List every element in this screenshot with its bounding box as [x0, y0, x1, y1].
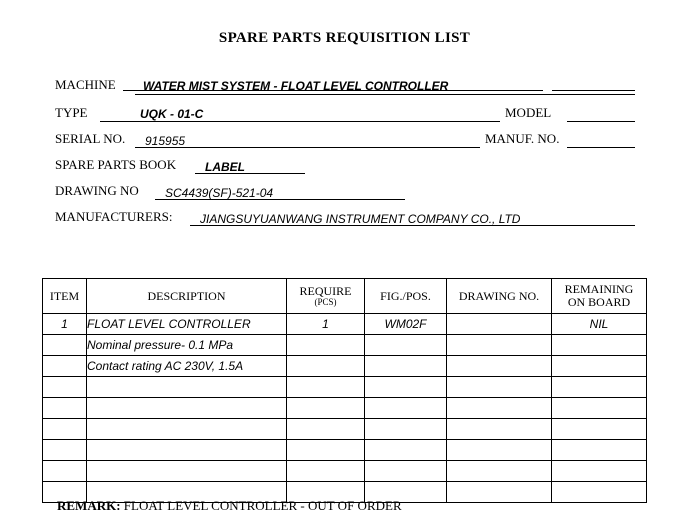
col-require-sub: (PCS)	[314, 296, 337, 307]
spare-parts-book-label: SPARE PARTS BOOK	[55, 157, 177, 172]
drawing-no-value[interactable]: SC4439(SF)-521-04	[165, 186, 274, 200]
serial-label: SERIAL NO.	[55, 131, 126, 146]
cell-drawing-no	[447, 398, 552, 419]
col-remaining	[552, 279, 647, 314]
spare-parts-book-underline	[195, 173, 305, 174]
cell-description	[87, 377, 287, 398]
cell-description	[87, 461, 287, 482]
cell-description: Contact rating AC 230V, 1.5A	[87, 356, 287, 377]
field-type-row	[55, 100, 635, 126]
cell-fig-pos	[365, 419, 447, 440]
machine-underline	[135, 94, 635, 95]
machine-label: MACHINE	[55, 77, 116, 92]
model-label: MODEL	[505, 105, 552, 120]
cell-fig-pos	[365, 335, 447, 356]
cell-remaining	[552, 419, 647, 440]
cell-require	[287, 419, 365, 440]
table-row[interactable]	[43, 335, 647, 356]
manufacturers-value[interactable]: JIANGSUYUANWANG INSTRUMENT COMPANY CO., LTD	[200, 212, 521, 226]
cell-fig-pos	[365, 461, 447, 482]
cell-fig-pos	[365, 377, 447, 398]
table-header-row	[43, 279, 647, 314]
serial-value[interactable]: 915955	[145, 134, 186, 148]
cell-remaining	[552, 335, 647, 356]
cell-remaining	[552, 461, 647, 482]
cell-item	[43, 440, 87, 461]
col-item	[43, 279, 87, 314]
remark-text: FLOAT LEVEL CONTROLLER - OUT OF ORDER	[123, 498, 402, 513]
cell-drawing-no	[447, 440, 552, 461]
field-drawing-no-row	[55, 178, 635, 204]
type-value[interactable]: UQK - 01-C	[140, 107, 204, 121]
cell-require: 1	[287, 314, 365, 335]
cell-item	[43, 377, 87, 398]
table-row[interactable]	[43, 461, 647, 482]
cell-drawing-no	[447, 356, 552, 377]
cell-require	[287, 461, 365, 482]
drawing-no-underline	[155, 199, 405, 200]
cell-item: 1	[43, 314, 87, 335]
field-spare-parts-book-row	[55, 152, 635, 178]
cell-remaining	[552, 482, 647, 503]
cell-item	[43, 419, 87, 440]
cell-remaining	[552, 440, 647, 461]
cell-remaining: NIL	[552, 314, 647, 335]
cell-description: Nominal pressure- 0.1 MPa	[87, 335, 287, 356]
remark-line	[57, 498, 402, 514]
table-row[interactable]	[43, 314, 647, 335]
cell-remaining	[552, 398, 647, 419]
cell-description	[87, 419, 287, 440]
cell-fig-pos	[365, 440, 447, 461]
cell-drawing-no	[447, 419, 552, 440]
col-drawing-no-label: DRAWING NO.	[458, 288, 540, 303]
cell-fig-pos	[365, 356, 447, 377]
header-fields	[55, 72, 635, 230]
cell-drawing-no	[447, 482, 552, 503]
cell-require	[287, 335, 365, 356]
col-fig-pos	[365, 279, 447, 314]
table-row[interactable]	[43, 377, 647, 398]
table-row[interactable]	[43, 419, 647, 440]
manufacturers-underline	[190, 225, 635, 226]
manufacturers-label: MANUFACTURERS:	[55, 209, 173, 224]
cell-remaining	[552, 356, 647, 377]
manuf-underline	[567, 147, 635, 148]
col-remaining-label: REMAINING	[564, 282, 634, 297]
machine-value[interactable]: WATER MIST SYSTEM - FLOAT LEVEL CONTROLLER	[143, 79, 449, 93]
cell-remaining	[552, 377, 647, 398]
cell-description	[87, 440, 287, 461]
cell-require	[287, 356, 365, 377]
cell-description: FLOAT LEVEL CONTROLLER	[87, 314, 287, 335]
table-row[interactable]	[43, 356, 647, 377]
cell-item	[43, 398, 87, 419]
manuf-label: MANUF. NO.	[485, 131, 560, 146]
spare-parts-book-value[interactable]: LABEL	[205, 160, 245, 174]
spare-parts-table	[42, 278, 647, 503]
table-row[interactable]	[43, 398, 647, 419]
field-machine-row	[55, 72, 635, 100]
serial-underline	[135, 147, 480, 148]
cell-drawing-no	[447, 314, 552, 335]
cell-drawing-no	[447, 335, 552, 356]
col-require	[287, 279, 365, 314]
col-description-label: DESCRIPTION	[147, 288, 226, 303]
table-row[interactable]	[43, 440, 647, 461]
table-body	[43, 314, 647, 503]
type-underline	[100, 121, 500, 122]
cell-item	[43, 461, 87, 482]
col-description	[87, 279, 287, 314]
cell-description	[87, 398, 287, 419]
cell-require	[287, 398, 365, 419]
field-serial-row	[55, 126, 635, 152]
col-require-label: REQUIRE	[299, 283, 352, 298]
page-title: SPARE PARTS REQUISITION LIST	[218, 30, 471, 46]
cell-fig-pos: WM02F	[365, 314, 447, 335]
field-manufacturers-row	[55, 204, 635, 230]
cell-require	[287, 377, 365, 398]
cell-item	[43, 356, 87, 377]
col-fig-pos-label: FIG./POS.	[380, 288, 431, 303]
remark-label: REMARK:	[57, 498, 121, 513]
col-item-label: ITEM	[49, 288, 80, 303]
cell-require	[287, 440, 365, 461]
col-drawing-no	[447, 279, 552, 314]
type-label: TYPE	[55, 105, 88, 120]
cell-fig-pos	[365, 398, 447, 419]
cell-drawing-no	[447, 461, 552, 482]
col-remaining-sub: ON BOARD	[567, 295, 631, 309]
cell-drawing-no	[447, 377, 552, 398]
cell-item	[43, 335, 87, 356]
model-underline	[567, 121, 635, 122]
drawing-no-label: DRAWING NO	[55, 183, 139, 198]
